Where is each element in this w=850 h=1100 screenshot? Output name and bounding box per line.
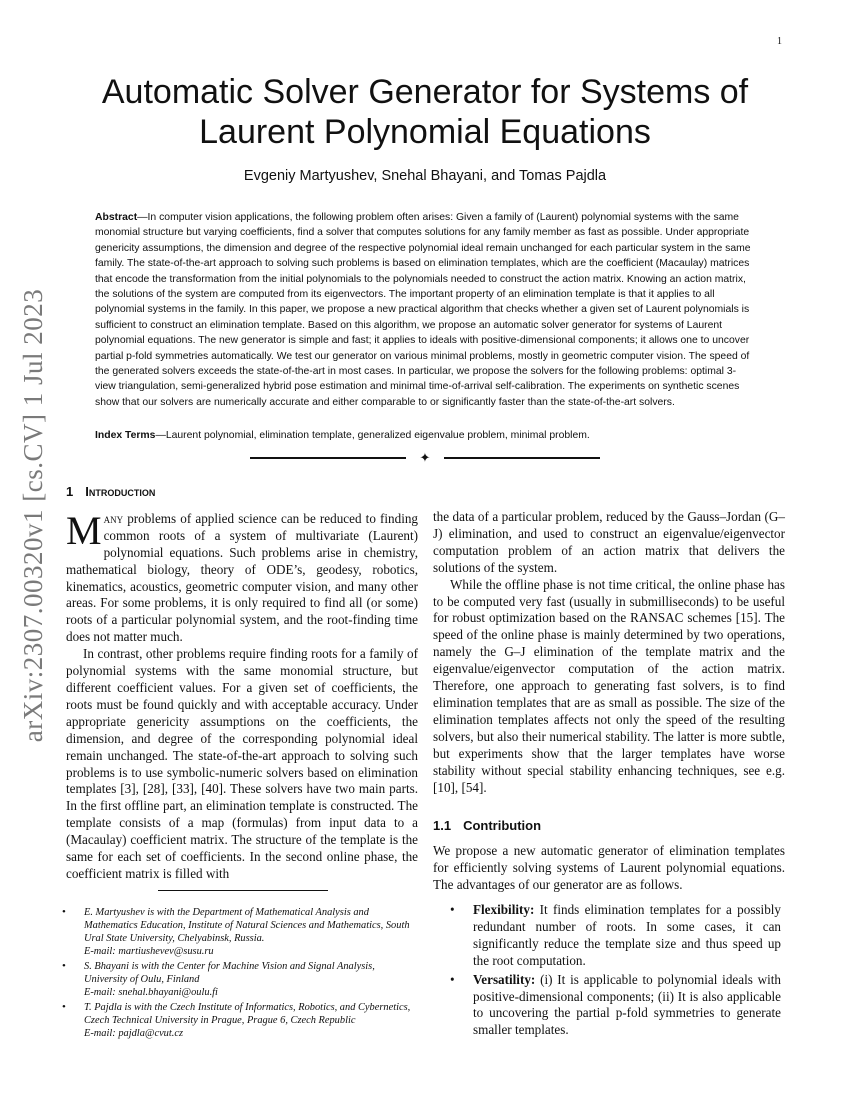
drop-cap: M xyxy=(66,507,102,553)
abstract-label: Abstract xyxy=(95,212,138,223)
intro-paragraph-3: While the offline phase is not time critical, the online phase has to be computed very fast (usually in submilliseconds) to be useful for robust optimization based on the RANSAC schemes [15]. The speed of the online phase is mainly determined by two operations, namely the G–J elimination of the template matrix and the eigenvalue/eigenvector computation of the action matrix. Therefore, one approach to generating fast solvers, is to find elimination templates that are as small as possible. The size of the elimination templates affects not only the speed of the resulting solvers, but also their numerical stability. The latter is more subtle, but experiments show that the larger templates have worse stability without special stability enhancing techniques, see e.g. [10], [54]. xyxy=(433,576,785,795)
bullet-icon: • xyxy=(62,1001,66,1013)
abstract-text: In computer vision applications, the following problem often arises: Given a family of (Laurent) polynomial systems with the same monomial structure but varying coefficients, find a solver that computes solutions for any family member as fast as possible. Under appropriate genericity assumptions, the dimension and degree of the respective polynomial ideal remain unchanged for each particular system in the same family. The state-of-the-art approach to solving such problems is based on elimination templates, which are the coefficient (Macaulay) matrices that encode the transformation from the initial polynomials to the polynomials needed to construct the action matrix. Knowing an action matrix, the solutions of the system are computed from its eigenvectors. The important property of an elimination template is that it applies to all polynomial systems in the family. In this paper, we propose a new practical algorithm that checks whether a given set of Laurent polynomials is sufficient to construct an elimination template. Based on this algorithm, we propose an automatic solver generator for systems of Laurent polynomial equations. The new generator is simple and fast; it applies to ideals with positive-dimensional components; it allows one to uncover partial p-fold symmetries automatically. We test our generator on various minimal problems, mostly in geometric computer vision. The speed of the generated solvers exceeds the state-of-the-art in most cases. In particular, we propose the solvers for the following problems: optimal 3-view triangulation, semi-generalized hybrid pose estimation and minimal time-of-arrival self-calibration. The experiments on synthetic scenes show that our solvers are numerically accurate and either comparable to or significantly faster than the state-of-the-art solvers. xyxy=(95,212,751,408)
footnote-email[interactable]: E-mail: snehal.bhayani@oulu.fi xyxy=(84,987,218,998)
section-number: 1 xyxy=(66,484,74,499)
list-item-text: (i) It is applicable to polynomial ideals with positive-dimensional components; (ii) It is also applicable to uncovering the partial p-fold symmetries to generate smaller templates. xyxy=(473,971,781,1038)
footnote-affiliation: T. Pajdla is with the Czech Institute of Informatics, Robotics, and Cybernetics, Czech Technical University in Prague, Prague 6, Czech Republic xyxy=(84,1002,411,1026)
abstract-dash: — xyxy=(137,212,148,223)
subsection-number: 1.1 xyxy=(433,818,452,834)
subsection-heading-contribution xyxy=(433,818,785,835)
list-item-text: It finds elimination templates for a possibly redundant number of roots. In some cases, it can significantly reduce the template size and thus speed up the root computation. xyxy=(473,902,781,968)
footnote-rule xyxy=(158,890,328,891)
right-column xyxy=(433,509,785,1041)
paper-title xyxy=(80,72,770,152)
list-item xyxy=(433,902,785,970)
title-line-2: Laurent Polynomial Equations xyxy=(199,113,651,151)
divider-line-right xyxy=(444,457,600,458)
arxiv-stamp[interactable] xyxy=(14,285,54,745)
footnote-affiliation: S. Bhayani is with the Center for Machine Vision and Signal Analysis, University of Oulu, Finland xyxy=(84,961,375,985)
index-terms-text: Laurent polynomial, elimination template, generalized eigenvalue problem, minimal problem. xyxy=(165,430,590,441)
list-item xyxy=(433,972,785,1040)
footnote-email[interactable]: E-mail: martiushevev@susu.ru xyxy=(84,946,214,957)
title-line-1: Automatic Solver Generator for Systems of xyxy=(101,73,749,111)
author-footnotes xyxy=(62,906,420,1042)
section-title: Introduction xyxy=(85,484,156,499)
contribution-intro: We propose a new automatic generator of elimination templates for efficiently solving systems of Laurent polynomial equations. The advantages of our generator are as follows. xyxy=(433,843,785,893)
section-divider xyxy=(250,450,600,466)
page-number: 1 xyxy=(777,36,782,47)
abstract xyxy=(95,210,755,410)
left-column xyxy=(66,484,418,883)
index-terms-label: Index Terms xyxy=(95,430,156,441)
footnote xyxy=(62,906,420,958)
intro-paragraph-1 xyxy=(66,507,418,646)
footnote xyxy=(62,1001,420,1040)
index-terms xyxy=(95,428,755,443)
arxiv-identifier: arXiv:2307.00320v1 [cs.CV] 1 Jul 2023 xyxy=(18,288,49,742)
footnote-email[interactable]: E-mail: pajdla@cvut.cz xyxy=(84,1028,184,1039)
first-word: any xyxy=(103,510,124,526)
bullet-icon: • xyxy=(62,906,66,918)
author-list: Evgeniy Martyushev, Snehal Bhayani, and Tomas Pajdla xyxy=(243,168,607,184)
bullet-icon: • xyxy=(62,960,66,972)
intro-paragraph-2-continued: the data of a particular problem, reduced by the Gauss–Jordan (G–J) elimination, and used to construct an eigenvalue/eigenvector computation problem of an action matrix that delivers the solutions of the system. xyxy=(433,509,785,575)
index-terms-dash: — xyxy=(155,430,166,441)
list-item-label: Flexibility: xyxy=(473,902,535,918)
intro-paragraph-1-text: problems of applied science can be reduced to finding common roots of a system of multivariate (Laurent) polynomial equations. Such problems arise in chemistry, mathematical biology, theory of ODE’s, geodesy, robotics, kinematics, acoustics, geometric computer vision, and many other areas. For some problems, it is only required to find all (or some) roots of a particular polynomial system, and the root-finding time does not matter much. xyxy=(66,510,418,645)
footnote xyxy=(62,960,420,999)
bullet-icon: • xyxy=(450,902,455,918)
divider-diamond-icon: ✦ xyxy=(419,450,431,465)
divider-line-left xyxy=(250,457,406,458)
subsection-title: Contribution xyxy=(463,818,542,834)
list-item-label: Versatility: xyxy=(473,971,536,987)
intro-paragraph-2: In contrast, other problems require finding roots for a family of polynomial systems with the same monomial structure, but different coefficient values. For a given set of coefficients, the roots must be found quickly and with acceptable accuracy. Under appropriate genericity assumptions on the coefficients, the dimension, and degree of the corresponding polynomial ideal remain unchanged. The state-of-the-art approach to solving such problems is to use symbolic-numeric solvers based on elimination templates [3], [28], [33], [40]. These solvers have two main parts. In the first offline part, an elimination template is constructed. The template consists of a map (formulas) from input data to a (Macaulay) coefficient matrix. The structure of the template is the same for each set of coefficients. In the second online phase, the coefficient matrix is filled with xyxy=(66,646,418,881)
bullet-icon: • xyxy=(450,971,455,987)
section-heading-introduction xyxy=(66,484,418,501)
footnote-affiliation: E. Martyushev is with the Department of Mathematical Analysis and Mathematics Education, Institute of Natural Sciences and Mathematics, South Ural State University, Chelyabinsk, Russia. xyxy=(84,907,410,944)
contribution-list xyxy=(433,902,785,1039)
